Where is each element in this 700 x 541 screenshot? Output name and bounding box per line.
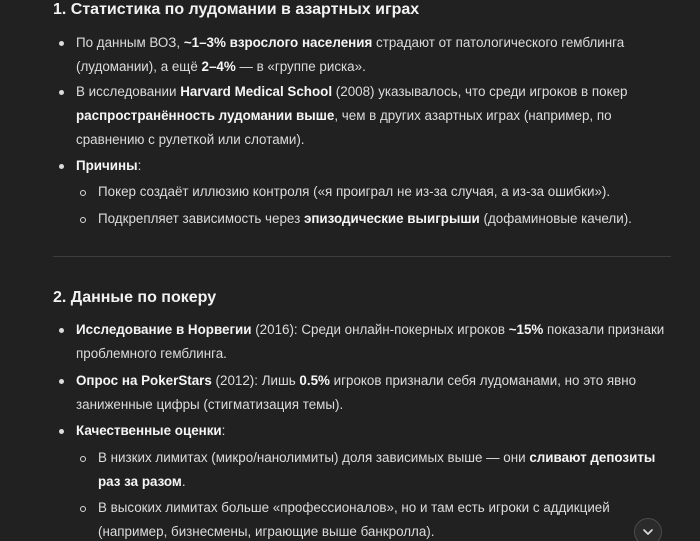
bullet-marker xyxy=(59,41,64,46)
list-item xyxy=(98,496,672,541)
text: Подкрепляет зависимость через xyxy=(98,211,304,226)
bullet-marker xyxy=(80,217,86,223)
text: . xyxy=(181,474,186,489)
scroll-to-bottom-button[interactable] xyxy=(634,518,662,541)
bold-text: 0.5% xyxy=(299,373,330,388)
bold-text: Опрос на PokerStars xyxy=(76,373,212,388)
bullet-marker xyxy=(59,90,64,95)
bold-text: ~1–3% взрослого населения xyxy=(183,35,373,50)
list-item xyxy=(76,31,676,79)
bullet-marker xyxy=(80,506,86,512)
text: : xyxy=(137,158,142,173)
text: (дофаминовые качели). xyxy=(479,211,632,226)
text: По данным ВОЗ, xyxy=(76,35,184,50)
text: , чем в других азартных играх (например, по сравнению с рулеткой или слотами). xyxy=(76,108,612,147)
text: : xyxy=(221,423,226,438)
bullet-marker xyxy=(80,456,86,462)
bold-text: 2–4% xyxy=(201,59,236,74)
text: — в «группе риска». xyxy=(235,59,366,74)
bold-text: ~15% xyxy=(508,322,544,337)
text: игроков признали себя лудоманами, но это явно заниженные цифры (стигматизация темы). xyxy=(76,373,637,412)
list-item xyxy=(98,180,672,204)
section-divider xyxy=(53,256,671,257)
text: В исследовании xyxy=(76,84,181,99)
text: В высоких лимитах больше «профессионалов», но и там есть игроки с аддикцией (например, бизнесмены, играющие выше банкролла). xyxy=(98,500,610,539)
list-item xyxy=(98,446,672,494)
section-heading-statistics: 1. Статистика по лудомании в азартных играх xyxy=(53,1,420,18)
bold-text: Качественные оценки xyxy=(76,423,222,438)
text: показали признаки проблемного гемблинга. xyxy=(76,322,665,361)
list-item xyxy=(76,80,676,152)
text: (2012): Лишь xyxy=(211,373,300,388)
bold-text: сливают депозиты раз за разом xyxy=(98,450,656,489)
text: (2016): Среди онлайн-покерных игроков xyxy=(251,322,509,337)
bold-text: Harvard Medical School xyxy=(180,84,333,99)
bullet-marker xyxy=(59,429,64,434)
list-item xyxy=(76,318,676,366)
bullet-marker xyxy=(80,190,86,196)
list-item xyxy=(76,369,676,417)
list-item xyxy=(76,419,676,443)
text: Покер создаёт иллюзию контроля («я проиграл не из-за случая, а из-за ошибки»). xyxy=(98,184,611,199)
list-item xyxy=(76,154,676,178)
list-item xyxy=(98,207,672,231)
bold-text: эпизодические выигрыши xyxy=(303,211,480,226)
bullet-marker xyxy=(59,328,64,333)
bold-text: распространённость лудомании выше xyxy=(76,108,335,123)
chevron-down-icon xyxy=(641,525,655,539)
text: (2008) указывалось, что среди игроков в покер xyxy=(332,84,628,99)
bullet-marker xyxy=(59,379,64,384)
bullet-marker xyxy=(59,164,64,169)
bold-text: Исследование в Норвегии xyxy=(76,322,252,337)
text: страдают от патологического гемблинга (лудомании), а ещё xyxy=(76,35,625,74)
section-heading-poker-data: 2. Данные по покеру xyxy=(53,289,217,306)
bold-text: Причины xyxy=(76,158,138,173)
text: В низких лимитах (микро/нанолимиты) доля зависимых выше — они xyxy=(98,450,530,465)
